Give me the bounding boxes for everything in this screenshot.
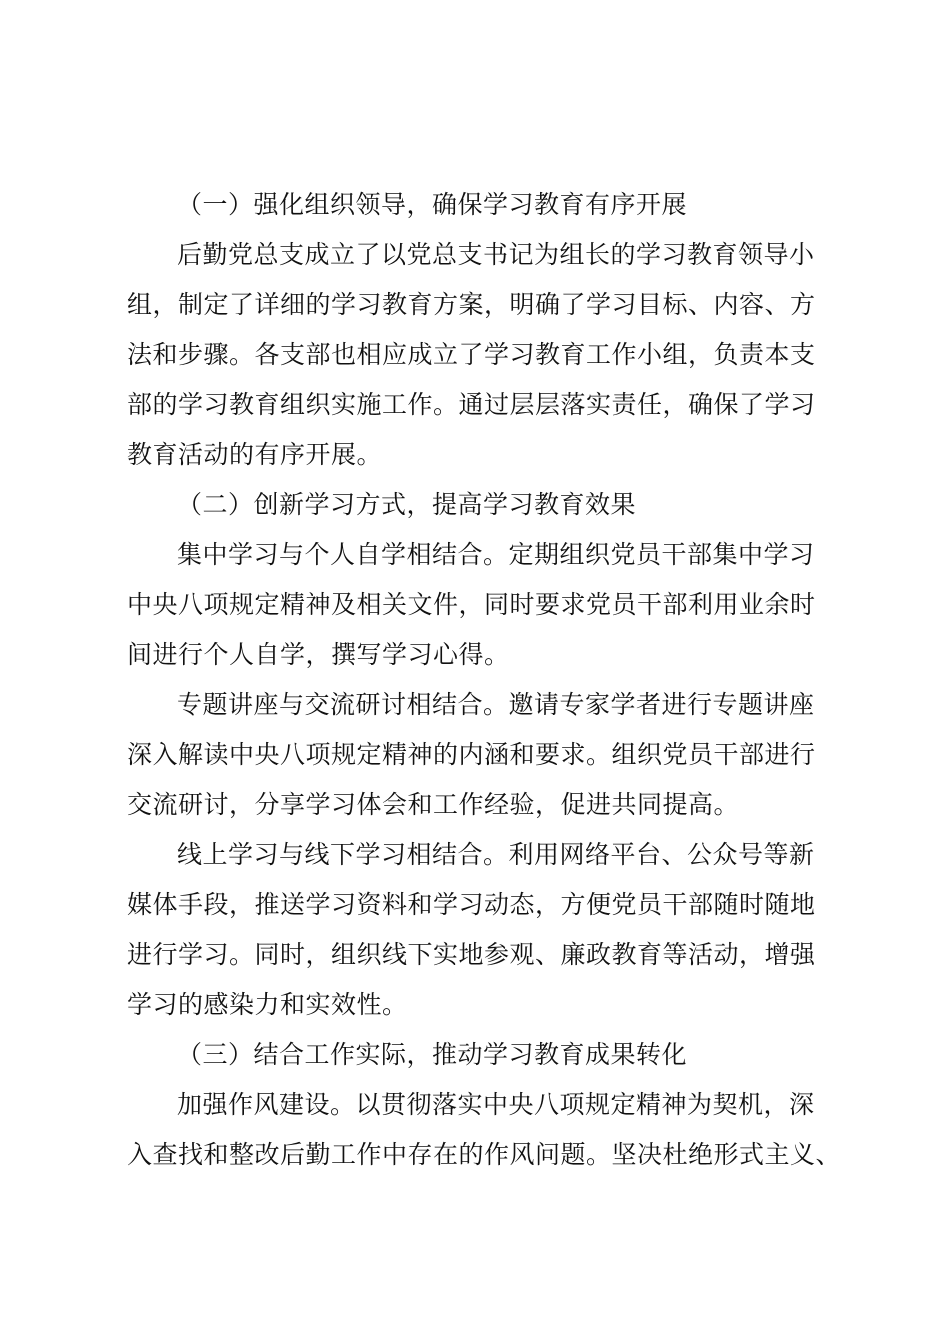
paragraph-2-2 [127,680,835,830]
section-heading-2: （二）创新学习方式，提高学习教育效果 [177,490,637,519]
text-line: 法和步骤。各支部也相应成立了学习教育工作小组，负责本支 [127,340,816,369]
text-line: 专题讲座与交流研讨相结合。邀请专家学者进行专题讲座 [177,690,815,719]
text-line: 间进行个人自学，撰写学习心得。 [127,640,510,669]
paragraph-3-1 [127,1080,842,1180]
text-line: 加强作风建设。以贯彻落实中央八项规定精神为契机，深 [177,1090,815,1119]
text-line: 中央八项规定精神及相关文件，同时要求党员干部利用业余时 [127,590,816,619]
text-line: 入查找和整改后勤工作中存在的作风问题。坚决杜绝形式主义、 [127,1140,842,1169]
document-body [127,180,842,1180]
section-heading-3: （三）结合工作实际，推动学习教育成果转化 [177,1040,688,1069]
text-line: 交流研讨，分享学习体会和工作经验，促进共同提高。 [127,790,740,819]
text-line: 深入解读中央八项规定精神的内涵和要求。组织党员干部进行 [127,740,816,769]
text-line: 线上学习与线下学习相结合。利用网络平台、公众号等新 [177,840,815,869]
section-heading-1: （一）强化组织领导，确保学习教育有序开展 [177,190,688,219]
paragraph-2-3 [127,830,835,1030]
text-line: 学习的感染力和实效性。 [127,990,408,1019]
text-line: 后勤党总支成立了以党总支书记为组长的学习教育领导小 [177,240,815,269]
paragraph-1-1 [127,230,835,480]
text-line: 集中学习与个人自学相结合。定期组织党员干部集中学习 [177,540,815,569]
text-line: 部的学习教育组织实施工作。通过层层落实责任，确保了学习 [127,390,816,419]
paragraph-2-1 [127,530,835,680]
text-line: 教育活动的有序开展。 [127,440,383,469]
text-line: 进行学习。同时，组织线下实地参观、廉政教育等活动，增强 [127,940,816,969]
text-line: 媒体手段，推送学习资料和学习动态，方便党员干部随时随地 [127,890,816,919]
text-line: 组，制定了详细的学习教育方案，明确了学习目标、内容、方 [127,290,816,319]
